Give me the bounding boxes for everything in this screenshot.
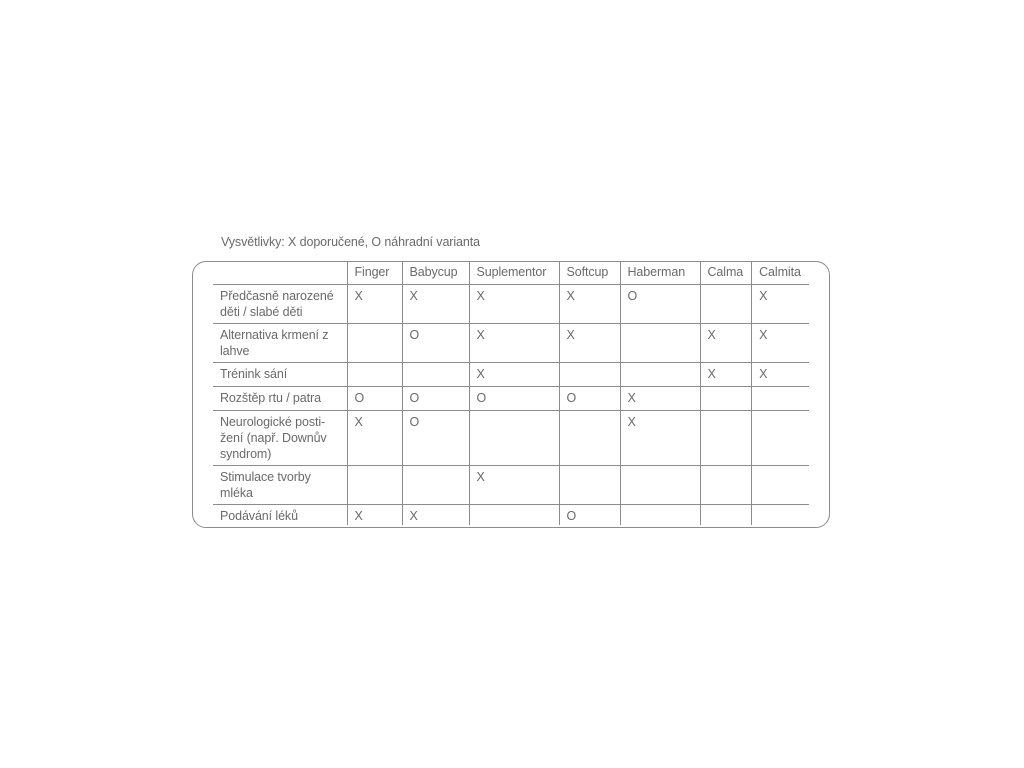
table-cell: X (700, 323, 752, 362)
table-cell: O (469, 386, 559, 410)
table-cell: X (469, 284, 559, 323)
table-cell (347, 323, 402, 362)
table-cell (752, 410, 809, 465)
table-cell (700, 386, 752, 410)
table-cell (402, 362, 469, 386)
table-cell: X (752, 284, 809, 323)
row-label: Trénink sání (213, 362, 347, 386)
table-cell (402, 465, 469, 504)
table-cell (620, 323, 700, 362)
table-cell: O (402, 410, 469, 465)
table-cell: X (559, 323, 620, 362)
table-cell: O (402, 386, 469, 410)
table-cell (752, 386, 809, 410)
column-header-suplementor: Suplementor (469, 261, 559, 284)
table-row (213, 465, 809, 504)
table-cell (752, 465, 809, 504)
table-cell: O (620, 284, 700, 323)
table-cell: X (402, 284, 469, 323)
column-header-softcup: Softcup (559, 261, 620, 284)
column-header-babycup: Babycup (402, 261, 469, 284)
table-cell: X (559, 284, 620, 323)
row-label: Neurologické postižení (např. Downův syndrom) (213, 410, 347, 465)
table-cell: X (752, 362, 809, 386)
table-cell: X (347, 410, 402, 465)
table-cell (700, 410, 752, 465)
table-cell (559, 465, 620, 504)
table-cell: X (620, 410, 700, 465)
table-cell: X (620, 386, 700, 410)
table-cell: X (402, 504, 469, 525)
feeding-aids-table (213, 261, 809, 525)
table-cell (559, 410, 620, 465)
row-label: Stimulace tvorby mléka (213, 465, 347, 504)
table-cell (700, 504, 752, 525)
table-cell: O (559, 386, 620, 410)
table-cell: X (700, 362, 752, 386)
table-cell (469, 410, 559, 465)
row-label: Předčasně narozené děti / slabé děti (213, 284, 347, 323)
column-header-calmita: Calmita (752, 261, 809, 284)
table-cell (620, 504, 700, 525)
row-label: Alternativa krmení z lahve (213, 323, 347, 362)
table-cell (752, 504, 809, 525)
corner-cell (213, 261, 347, 284)
table-cell: O (347, 386, 402, 410)
row-label: Podávání léků (220, 508, 298, 523)
table-cell: O (402, 323, 469, 362)
table-cell: X (347, 284, 402, 323)
table-row (213, 323, 809, 362)
legend-text: Vysvětlivky: X doporučené, O náhradní varianta (221, 235, 480, 249)
table-cell (620, 465, 700, 504)
table-cell: X (469, 323, 559, 362)
table-cell: X (347, 504, 402, 525)
table-cell (347, 362, 402, 386)
table-row (213, 410, 809, 465)
table-cell (700, 465, 752, 504)
table-row (213, 504, 809, 525)
column-header-calma: Calma (700, 261, 752, 284)
table-cell (559, 362, 620, 386)
table-cell: X (469, 465, 559, 504)
table-cell (700, 284, 752, 323)
table-cell: X (469, 362, 559, 386)
table-cell: X (752, 323, 809, 362)
table-row (213, 284, 809, 323)
table-cell (347, 465, 402, 504)
table-cell: O (559, 504, 620, 525)
table-cell (469, 504, 559, 525)
header-row (213, 261, 809, 284)
table-row (213, 386, 809, 410)
table-cell (620, 362, 700, 386)
column-header-finger: Finger (347, 261, 402, 284)
row-label: Rozštěp rtu / patra (213, 386, 347, 410)
table-row (213, 362, 809, 386)
column-header-haberman: Haberman (620, 261, 700, 284)
